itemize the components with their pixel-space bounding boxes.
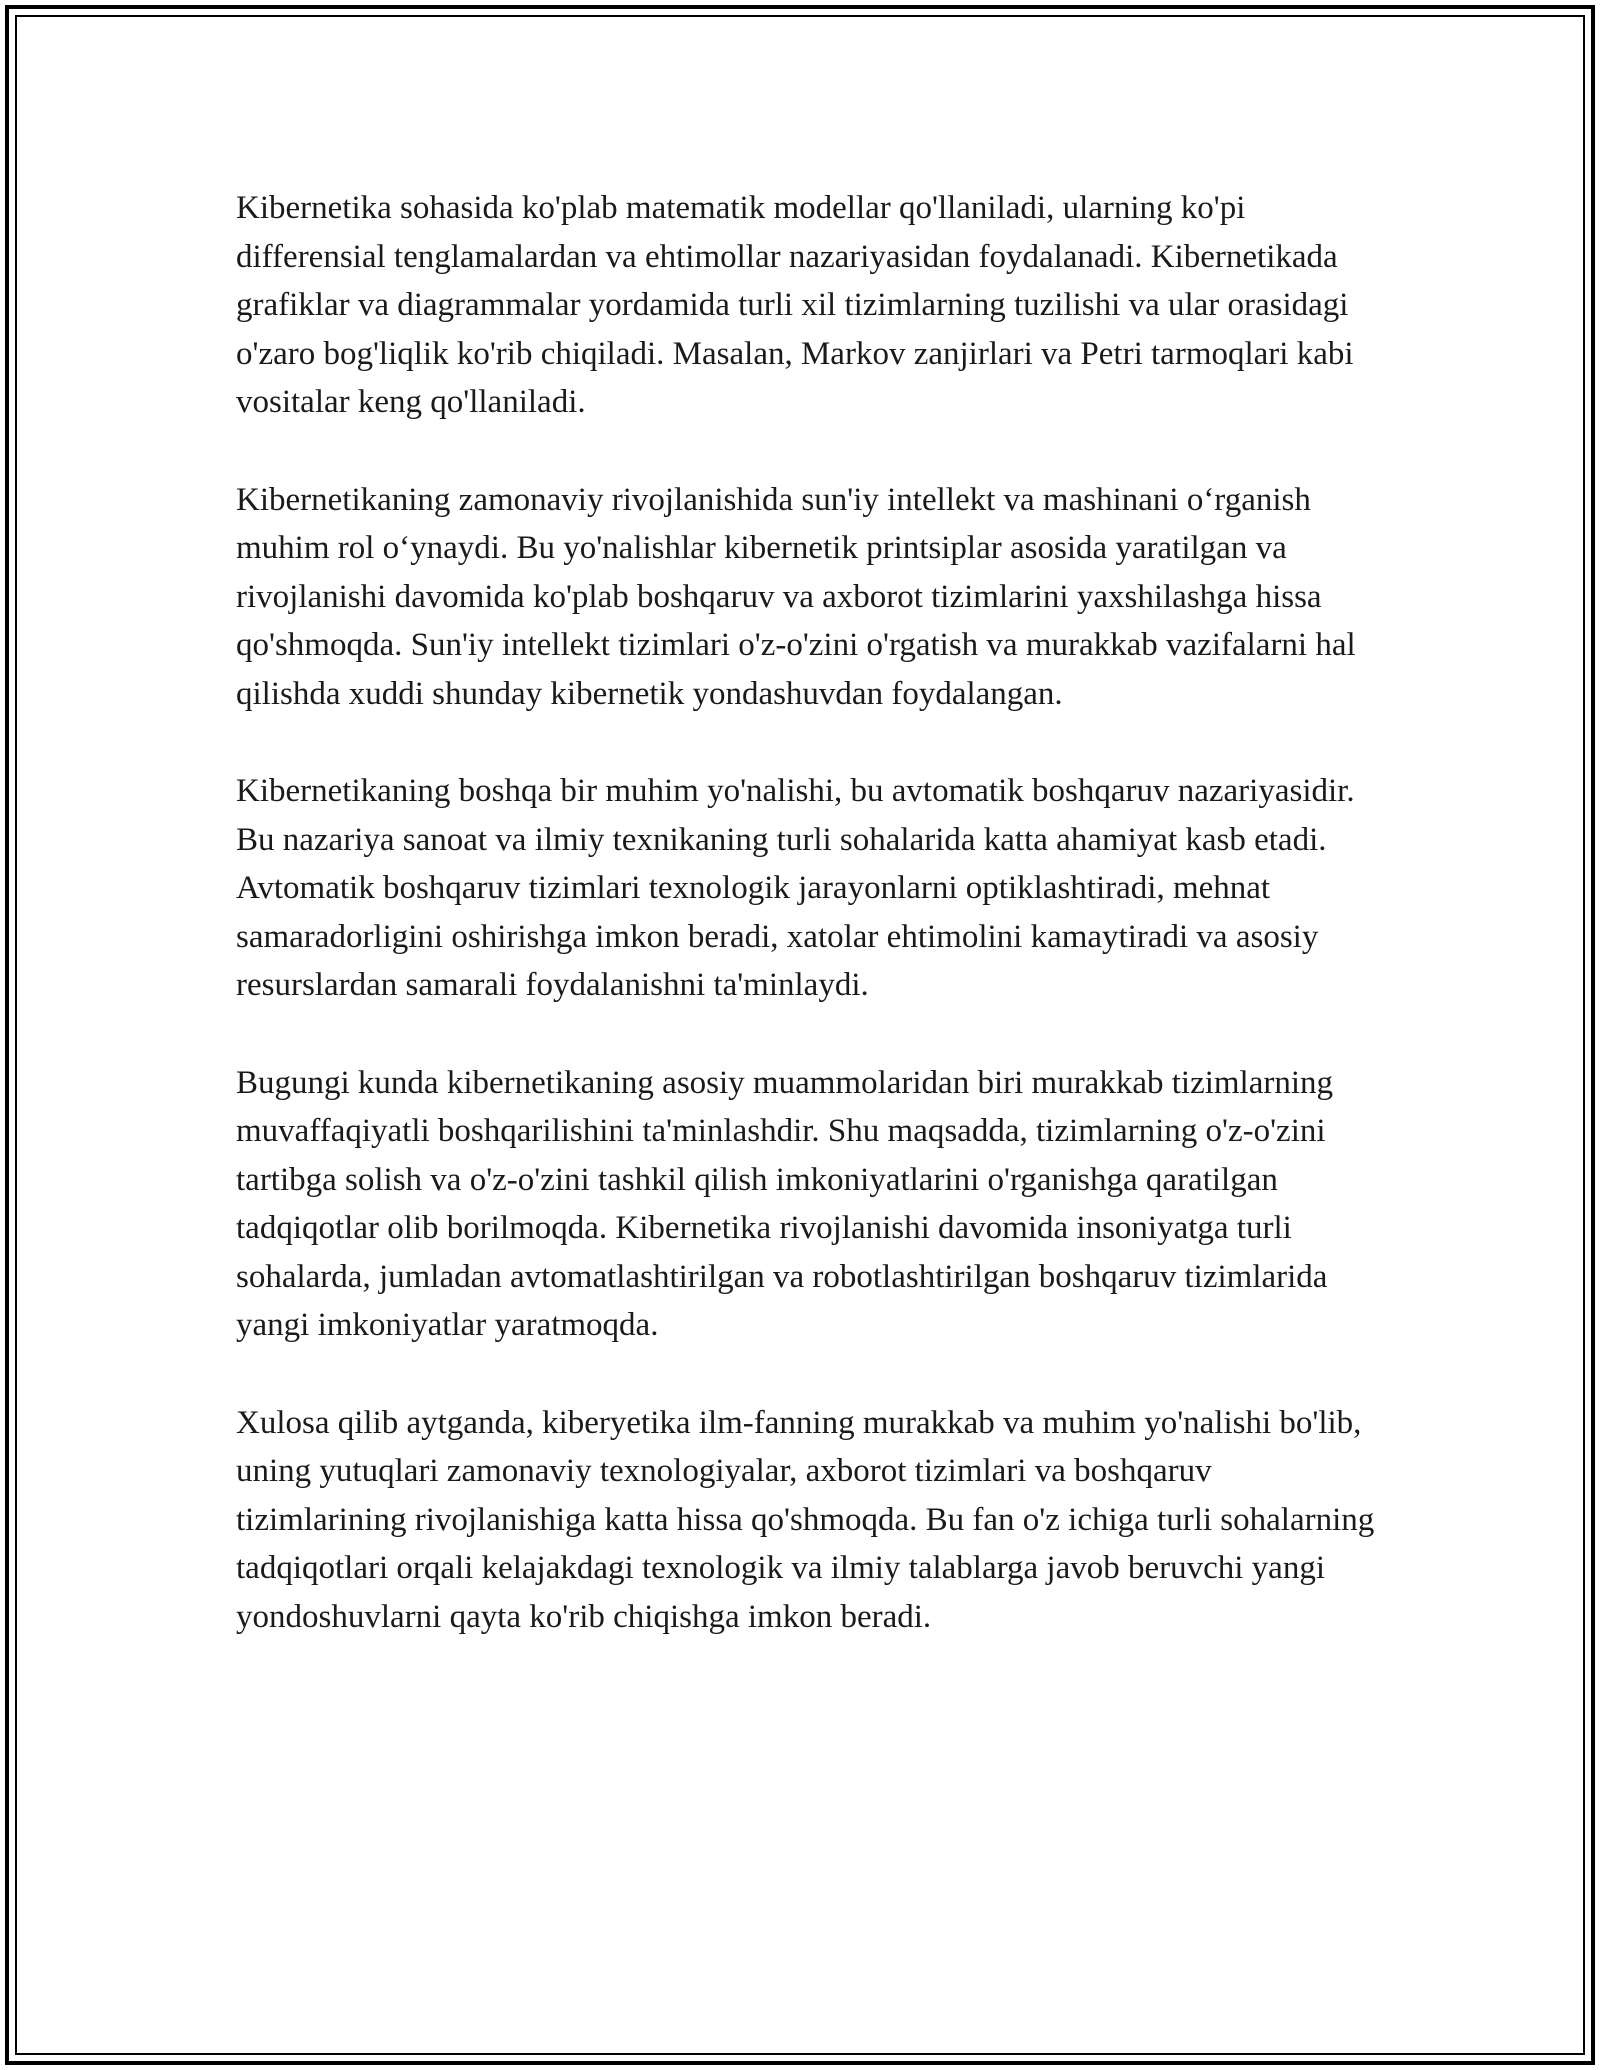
paragraph-4: Bugungi kunda kibernetikaning asosiy muammolaridan biri murakkab tizimlarning muvaffaqiyatli boshqarilishini ta'minlashdir. Shu maqsadda, tizimlarning o'z-o'zini tartibga solish va o'z-o'zini tashkil qilish imkoniyatlarini o'rganishga qaratilgan tadqiqotlar olib borilmoqda. Kibernetika rivojlanishi davomida insoniyatga turli sohalarda, jumladan avtomatlashtirilgan va robotlashtirilgan boshqaruv tizimlarida yangi imkoniyatlar yaratmoqda. — [236, 1064, 1334, 1343]
paragraph-1: Kibernetika sohasida ko'plab matematik modellar qo'llaniladi, ularning ko'pi differensial tenglamalardan va ehtimollar nazariyasidan foydalanadi. Kibernetikada grafiklar va diagrammalar yordamida turli xil tizimlarning tuzilishi va ular orasidagi o'zaro bog'liqlik ko'rib chiqiladi. Masalan, Markov zanjirlari va Petri tarmoqlari kabi vositalar keng qo'llaniladi. — [236, 190, 1354, 420]
paragraph-3: Kibernetikaning boshqa bir muhim yo'nalishi, bu avtomatik boshqaruv nazariyasidir. Bu nazariya sanoat va ilmiy texnikaning turli sohalarida katta ahamiyat kasb etadi. Avtomatik boshqaruv tizimlari texnologik jarayonlarni optiklashtiradi, mehnat samaradorligini oshirishga imkon beradi, xatolar ehtimolini kamaytiradi va asosiy resurslardan samarali foydalanishni ta'minlaydi. — [236, 773, 1355, 1003]
paragraph-2: Kibernetikaning zamonaviy rivojlanishida sun'iy intellekt va mashinani o‘rganish muhim rol o‘ynaydi. Bu yo'nalishlar kibernetik printsiplar asosida yaratilgan va rivojlanishi davomida ko'plab boshqaruv va axborot tizimlarini yaxshilashga hissa qo'shmoqda. Sun'iy intellekt tizimlari o'z-o'zini o'rgatish va murakkab vazifalarni hal qilishda xuddi shunday kibernetik yondashuvdan foydalangan. — [236, 481, 1356, 712]
paragraph-5: Xulosa qilib aytganda, kiberyetika ilm-fanning murakkab va muhim yo'nalishi bo'lib, uning yutuqlari zamonaviy texnologiyalar, axborot tizimlari va boshqaruv tizimlarining rivojlanishiga katta hissa qo'shmoqda. Bu fan o'z ichiga turli sohalarning tadqiqotlari orqali kelajakdagi texnologik va ilmiy talablarga javob beruvchi yangi yondoshuvlarni qayta ko'rib chiqishga imkon beradi. — [236, 1404, 1375, 1635]
document-body — [236, 184, 1376, 1690]
